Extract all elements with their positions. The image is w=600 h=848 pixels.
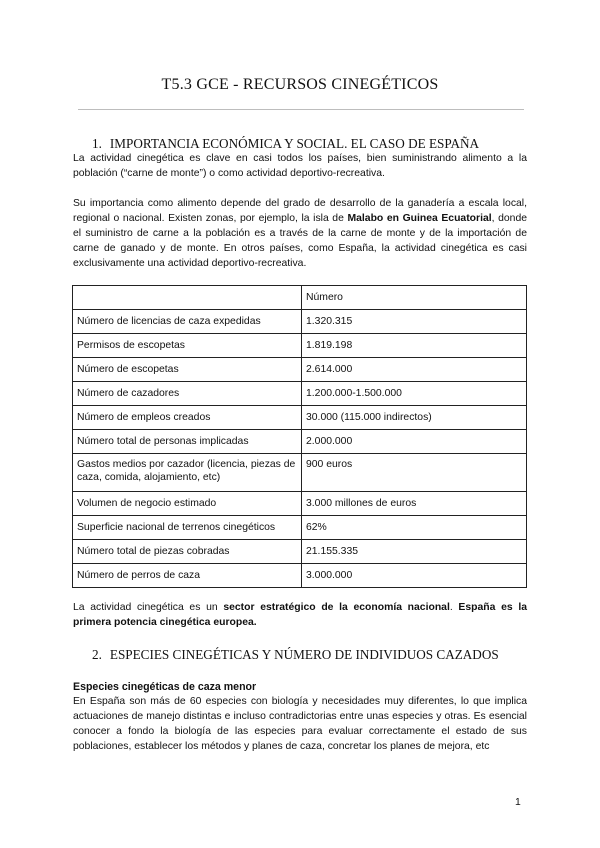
table-row <box>73 454 527 492</box>
table-cell-label: Volumen de negocio estimado <box>73 492 302 516</box>
section-2-title: ESPECIES CINEGÉTICAS Y NÚMERO DE INDIVIDUOS CAZADOS <box>109 647 499 662</box>
table-row <box>73 310 527 334</box>
table-row <box>73 564 527 588</box>
section-1-paragraph-1: La actividad cinegética es clave en casi todos los países, bien suministrando alimento a la población (“carne de monte”) o como actividad deportivo-recreativa. <box>73 153 527 179</box>
table-cell-value: 2.614.000 <box>302 358 527 382</box>
paragraph-2-bold-location: Malabo en Guinea Ecuatorial <box>347 212 492 224</box>
table-cell-label: Gastos medios por cazador (licencia, piezas de caza, comida, alojamiento, etc) <box>73 454 302 492</box>
table-cell-value: 2.000.000 <box>302 430 527 454</box>
table-row <box>73 406 527 430</box>
section-1-paragraph-3 <box>73 601 527 631</box>
table-cell-value: 3.000.000 <box>302 564 527 588</box>
table-cell-value: 30.000 (115.000 indirectos) <box>302 406 527 430</box>
paragraph-3-text-a: La actividad cinegética es un <box>73 602 224 613</box>
table-cell-value: 1.819.198 <box>302 334 527 358</box>
table-row <box>73 334 527 358</box>
table-cell-label: Número de escopetas <box>73 358 302 382</box>
table-cell-value: 62% <box>302 516 527 540</box>
paragraph-2-text-a: Su importancia como alimento depende del grado de desarrollo de la ganadería a escala local, regional o nacional. Existen zonas, por ejemplo, la isla de <box>73 198 527 224</box>
section-2-number: 2. <box>92 647 102 662</box>
table-cell-label: Superficie nacional de terrenos cinegéticos <box>73 516 302 540</box>
table-row <box>73 540 527 564</box>
table-cell-value: 1.200.000-1.500.000 <box>302 382 527 406</box>
section-2-paragraph-1: En España son más de 60 especies con biología y necesidades muy diferentes, lo que implica actuaciones de manejo distintas e incluso contradictorias entre unas especies y otras. Es esencial conocer a fondo la biología de las especies para evaluar correctamente el estado de sus poblaciones, establecer los métodos y planes de caza, concretar los planes de mejora, etc <box>73 696 527 752</box>
table-cell-label: Número de empleos creados <box>73 406 302 430</box>
section-1-heading <box>92 136 479 152</box>
table-cell-label: Número de licencias de caza expedidas <box>73 310 302 334</box>
table-header-empty <box>73 286 302 310</box>
table-row <box>73 430 527 454</box>
section-1-title: IMPORTANCIA ECONÓMICA Y SOCIAL. EL CASO DE ESPAÑA <box>109 136 480 151</box>
section-2-heading <box>92 647 499 663</box>
title-divider <box>78 109 524 110</box>
table-cell-label: Número total de piezas cobradas <box>73 540 302 564</box>
table-cell-label: Número de perros de caza <box>73 564 302 588</box>
table-header-number: Número <box>302 286 527 310</box>
paragraph-3-bold-spain: España es la primera potencia cinegética europea. <box>73 602 527 628</box>
table-cell-label: Número de cazadores <box>73 382 302 406</box>
table-row <box>73 492 527 516</box>
paragraph-3-text-b: . <box>449 602 459 613</box>
table-row <box>73 382 527 406</box>
table-cell-value: 21.155.335 <box>302 540 527 564</box>
table-cell-label: Permisos de escopetas <box>73 334 302 358</box>
paragraph-3-bold-sector: sector estratégico de la economía nacional <box>223 602 450 613</box>
section-1-number: 1. <box>92 136 102 151</box>
table-cell-label: Número total de personas implicadas <box>73 430 302 454</box>
page-title: T5.3 GCE - RECURSOS CINEGÉTICOS <box>161 76 439 93</box>
table-header-row <box>73 286 527 310</box>
table-cell-value: 900 euros <box>302 454 527 492</box>
table-row <box>73 516 527 540</box>
paragraph-2-text-b: , donde el suministro de carne a la población es a través de la carne de monte y de la importación de carne de ganado y de monte. En otros países, como España, la actividad cinegética es casi exclusivamente una actividad deportivo-recreativa. <box>73 212 527 269</box>
hunting-statistics-table <box>72 285 527 588</box>
table-cell-value: 3.000 millones de euros <box>302 492 527 516</box>
table-row <box>73 358 527 382</box>
section-2-subheading: Especies cinegéticas de caza menor <box>73 681 257 693</box>
page-number: 1 <box>515 797 521 808</box>
table-cell-value: 1.320.315 <box>302 310 527 334</box>
section-1-paragraph-2 <box>73 197 527 272</box>
